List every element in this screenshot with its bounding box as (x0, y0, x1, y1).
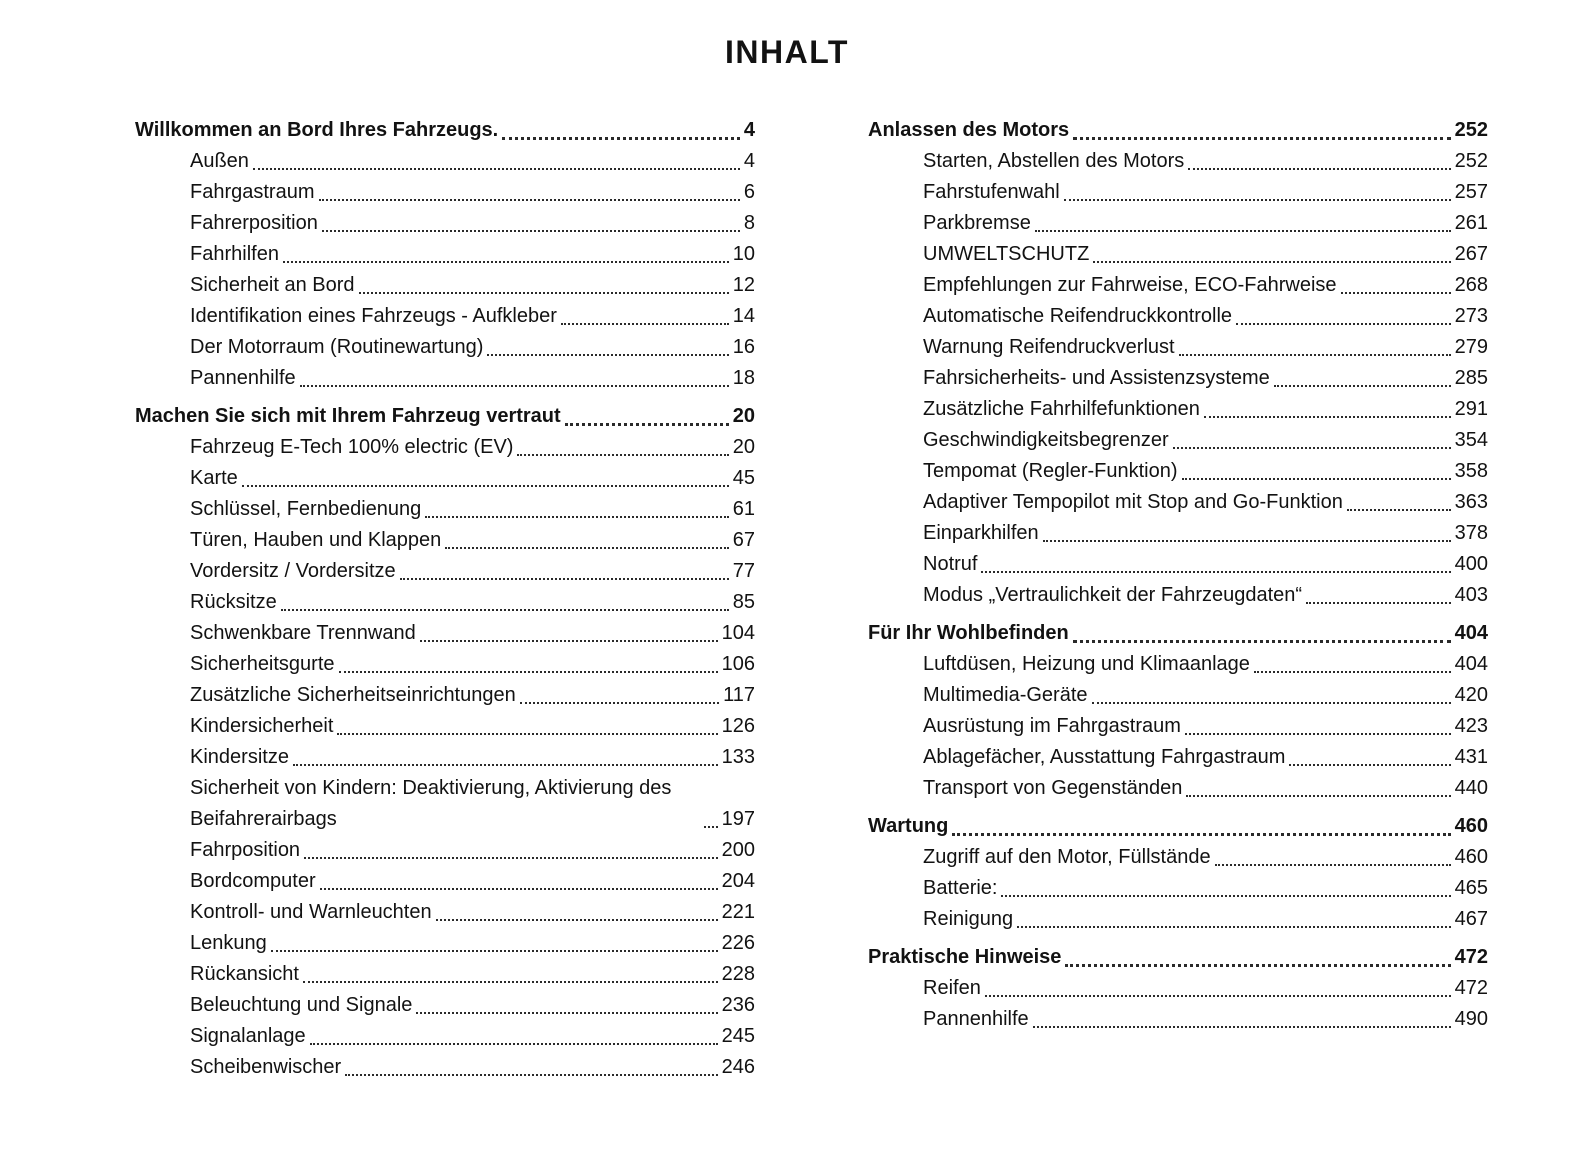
dot-leader (400, 578, 729, 580)
toc-entry[interactable] (868, 580, 1488, 611)
entry-label: Kontroll- und Warnleuchten (190, 901, 432, 923)
entry-page-number: 221 (721, 901, 755, 923)
entry-page-number: 200 (721, 839, 755, 861)
entry-page-number: 420 (1454, 684, 1488, 706)
toc-entry[interactable] (868, 208, 1488, 239)
entry-label: Kindersicherheit (190, 715, 334, 737)
toc-entry[interactable] (135, 773, 755, 835)
toc-entry[interactable] (135, 1021, 755, 1052)
dot-leader (271, 950, 718, 952)
dot-leader (1182, 478, 1451, 480)
entry-page-number: 465 (1454, 877, 1488, 899)
toc-entry[interactable] (135, 239, 755, 270)
toc-entry[interactable] (135, 494, 755, 525)
entry-page-number: 400 (1454, 553, 1488, 575)
section-page-number: 252 (1454, 119, 1488, 141)
toc-entry[interactable] (868, 842, 1488, 873)
section-page-number: 404 (1454, 622, 1488, 644)
entry-label: Signalanlage (190, 1025, 306, 1047)
entry-label: Luftdüsen, Heizung und Klimaanlage (923, 653, 1250, 675)
dot-leader (445, 547, 728, 549)
entry-label: Beleuchtung und Signale (190, 994, 413, 1016)
dot-leader (1186, 795, 1450, 797)
dot-leader (1204, 416, 1451, 418)
entry-page-number: 460 (1454, 846, 1488, 868)
entry-page-number: 4 (743, 150, 755, 172)
toc-entry[interactable] (135, 301, 755, 332)
entry-label: Transport von Gegenständen (923, 777, 1183, 799)
toc-entry[interactable] (135, 680, 755, 711)
dot-leader (425, 516, 728, 518)
entry-label: Fahrgastraum (190, 181, 315, 203)
toc-columns (135, 115, 1488, 1083)
toc-entry[interactable] (868, 239, 1488, 270)
dot-leader (281, 609, 729, 611)
entry-label: Kindersitze (190, 746, 289, 768)
entry-page-number: 8 (743, 212, 755, 234)
toc-entry[interactable] (135, 556, 755, 587)
dot-leader (1173, 447, 1451, 449)
dot-leader (1274, 385, 1451, 387)
toc-section-header[interactable] (868, 811, 1488, 842)
entry-label: Rückansicht (190, 963, 299, 985)
entry-label: Rücksitze (190, 591, 277, 613)
section-title: Wartung (868, 815, 949, 837)
toc-entry[interactable] (135, 525, 755, 556)
toc-entry[interactable] (135, 897, 755, 928)
entry-label: Zusätzliche Fahrhilfefunktionen (923, 398, 1200, 420)
toc-column-right (868, 115, 1488, 1083)
toc-entry[interactable] (868, 177, 1488, 208)
entry-page-number: 252 (1454, 150, 1488, 172)
dot-leader (1254, 671, 1451, 673)
entry-page-number: 16 (732, 336, 755, 358)
entry-page-number: 279 (1454, 336, 1488, 358)
entry-page-number: 12 (732, 274, 755, 296)
entry-label: Adaptiver Tempopilot mit Stop and Go-Funktion (923, 491, 1343, 513)
entry-label: Modus „Vertraulichkeit der Fahrzeugdaten“ (923, 584, 1303, 606)
entry-label: Sicherheit an Bord (190, 274, 355, 296)
entry-page-number: 363 (1454, 491, 1488, 513)
toc-entry[interactable] (135, 866, 755, 897)
dot-leader (1043, 540, 1451, 542)
entry-label: Sicherheitsgurte (190, 653, 335, 675)
dot-leader (565, 423, 729, 426)
section-page-number: 472 (1454, 946, 1488, 968)
dot-leader (520, 702, 719, 704)
dot-leader (420, 640, 718, 642)
entry-page-number: 133 (721, 746, 755, 768)
entry-label: Notruf (923, 553, 978, 575)
entry-page-number: 423 (1454, 715, 1488, 737)
entry-page-number: 467 (1454, 908, 1488, 930)
toc-entry[interactable] (135, 649, 755, 680)
toc-entry[interactable] (868, 711, 1488, 742)
dot-leader (1017, 926, 1451, 928)
entry-page-number: 285 (1454, 367, 1488, 389)
dot-leader (416, 1012, 717, 1014)
entry-page-number: 257 (1454, 181, 1488, 203)
entry-label: Sicherheit von Kindern: Deaktivierung, Aktivierung des Beifahrerairbags (190, 777, 672, 830)
entry-label: Ablagefächer, Ausstattung Fahrgastraum (923, 746, 1286, 768)
dot-leader (502, 137, 740, 140)
toc-entry[interactable] (135, 332, 755, 363)
entry-label: Reinigung (923, 908, 1014, 930)
entry-page-number: 267 (1454, 243, 1488, 265)
dot-leader (253, 168, 740, 170)
toc-section (868, 115, 1488, 611)
toc-entry[interactable] (868, 680, 1488, 711)
entry-label: Lenkung (190, 932, 267, 954)
entry-label: Pannenhilfe (923, 1008, 1029, 1030)
toc-section-header[interactable] (135, 115, 755, 146)
dot-leader (985, 995, 1451, 997)
entry-page-number: 431 (1454, 746, 1488, 768)
toc-entry[interactable] (135, 363, 755, 394)
section-title: Anlassen des Motors (868, 119, 1070, 141)
entry-label: Schlüssel, Fernbedienung (190, 498, 422, 520)
dot-leader (952, 833, 1450, 836)
dot-leader (304, 857, 718, 859)
toc-entry[interactable] (135, 835, 755, 866)
dot-leader (1236, 323, 1451, 325)
toc-entry[interactable] (135, 959, 755, 990)
entry-label: Fahrhilfen (190, 243, 279, 265)
entry-page-number: 261 (1454, 212, 1488, 234)
toc-entry[interactable] (135, 1052, 755, 1083)
toc-section (868, 618, 1488, 804)
toc-entry[interactable] (868, 549, 1488, 580)
toc-entry[interactable] (868, 363, 1488, 394)
entry-page-number: 20 (732, 436, 755, 458)
entry-page-number: 6 (743, 181, 755, 203)
entry-label: Automatische Reifendruckkontrolle (923, 305, 1233, 327)
toc-entry[interactable] (868, 649, 1488, 680)
entry-page-number: 18 (732, 367, 755, 389)
toc-entry[interactable] (868, 904, 1488, 935)
entry-page-number: 358 (1454, 460, 1488, 482)
section-page-number: 4 (743, 119, 755, 141)
entry-label: Parkbremse (923, 212, 1031, 234)
entry-page-number: 204 (721, 870, 755, 892)
dot-leader (339, 671, 718, 673)
toc-entry[interactable] (135, 146, 755, 177)
entry-label: Zugriff auf den Motor, Füllstände (923, 846, 1211, 868)
dot-leader (319, 199, 740, 201)
section-page-number: 460 (1454, 815, 1488, 837)
page-title: INHALT (725, 34, 849, 70)
dot-leader (561, 323, 729, 325)
toc-entry[interactable] (135, 463, 755, 494)
entry-label: Zusätzliche Sicherheitseinrichtungen (190, 684, 516, 706)
dot-leader (345, 1074, 717, 1076)
toc-section-header[interactable] (868, 618, 1488, 649)
entry-page-number: 404 (1454, 653, 1488, 675)
toc-entry[interactable] (868, 146, 1488, 177)
entry-label: Ausrüstung im Fahrgastraum (923, 715, 1181, 737)
entry-label: Fahrposition (190, 839, 301, 861)
toc-column-left (135, 115, 755, 1083)
toc-entry[interactable] (135, 270, 755, 301)
toc-section (135, 115, 755, 394)
dot-leader (1092, 702, 1451, 704)
entry-page-number: 246 (721, 1056, 755, 1078)
entry-page-number: 77 (732, 560, 755, 582)
toc-entry[interactable] (868, 270, 1488, 301)
entry-label: Fahrerposition (190, 212, 318, 234)
dot-leader (517, 454, 728, 456)
toc-entry[interactable] (135, 587, 755, 618)
dot-leader (487, 354, 728, 356)
dot-leader (1073, 137, 1450, 140)
entry-page-number: 228 (721, 963, 755, 985)
toc-entry[interactable] (868, 742, 1488, 773)
entry-label: Tempomat (Regler-Funktion) (923, 460, 1178, 482)
toc-entry[interactable] (868, 1004, 1488, 1035)
toc-section-header[interactable] (868, 942, 1488, 973)
dot-leader (1289, 764, 1450, 766)
toc-entry[interactable] (868, 332, 1488, 363)
toc-entry[interactable] (135, 928, 755, 959)
dot-leader (303, 981, 718, 983)
dot-leader (337, 733, 717, 735)
toc-entry[interactable] (135, 742, 755, 773)
entry-page-number: 104 (721, 622, 755, 644)
entry-label: Reifen (923, 977, 981, 999)
toc-entry[interactable] (868, 301, 1488, 332)
entry-page-number: 126 (721, 715, 755, 737)
dot-leader (1073, 640, 1451, 643)
toc-entry[interactable] (868, 973, 1488, 1004)
section-page-number: 20 (732, 405, 755, 427)
entry-page-number: 490 (1454, 1008, 1488, 1030)
toc-entry[interactable] (868, 873, 1488, 904)
toc-section-header[interactable] (868, 115, 1488, 146)
toc-entry[interactable] (135, 711, 755, 742)
entry-page-number: 268 (1454, 274, 1488, 296)
entry-label: Der Motorraum (Routinewartung) (190, 336, 484, 358)
entry-label: Geschwindigkeitsbegrenzer (923, 429, 1169, 451)
dot-leader (359, 292, 729, 294)
toc-entry[interactable] (868, 425, 1488, 456)
entry-page-number: 85 (732, 591, 755, 613)
dot-leader (1185, 733, 1451, 735)
section-title: Praktische Hinweise (868, 946, 1062, 968)
entry-label: Fahrzeug E-Tech 100% electric (EV) (190, 436, 514, 458)
entry-label: Batterie: (923, 877, 998, 899)
dot-leader (436, 919, 718, 921)
dot-leader (283, 261, 729, 263)
entry-page-number: 106 (721, 653, 755, 675)
entry-page-number: 472 (1454, 977, 1488, 999)
entry-label: Warnung Reifendruckverlust (923, 336, 1175, 358)
entry-page-number: 236 (721, 994, 755, 1016)
toc-entry[interactable] (868, 456, 1488, 487)
dot-leader (1033, 1026, 1451, 1028)
entry-label: Bordcomputer (190, 870, 316, 892)
dot-leader (322, 230, 740, 232)
dot-leader (1064, 199, 1451, 201)
entry-page-number: 378 (1454, 522, 1488, 544)
section-title: Für Ihr Wohlbefinden (868, 622, 1069, 644)
dot-leader (981, 571, 1450, 573)
entry-page-number: 14 (732, 305, 755, 327)
entry-page-number: 291 (1454, 398, 1488, 420)
dot-leader (704, 826, 718, 828)
entry-label: UMWELTSCHUTZ (923, 243, 1090, 265)
entry-label: Außen (190, 150, 249, 172)
entry-label: Fahrsicherheits- und Assistenzsysteme (923, 367, 1270, 389)
toc-entry[interactable] (868, 773, 1488, 804)
toc-section (868, 811, 1488, 935)
toc-entry[interactable] (868, 394, 1488, 425)
entry-label: Türen, Hauben und Klappen (190, 529, 442, 551)
dot-leader (1306, 602, 1451, 604)
entry-label: Scheibenwischer (190, 1056, 342, 1078)
entry-page-number: 61 (732, 498, 755, 520)
toc-entry[interactable] (135, 618, 755, 649)
section-title: Willkommen an Bord Ihres Fahrzeugs. (135, 119, 499, 141)
entry-label: Multimedia-Geräte (923, 684, 1088, 706)
toc-entry[interactable] (868, 518, 1488, 549)
entry-page-number: 403 (1454, 584, 1488, 606)
toc-entry[interactable] (135, 432, 755, 463)
entry-label: Schwenkbare Trennwand (190, 622, 416, 644)
entry-page-number: 273 (1454, 305, 1488, 327)
entry-label: Fahrstufenwahl (923, 181, 1060, 203)
entry-page-number: 226 (721, 932, 755, 954)
dot-leader (300, 385, 729, 387)
entry-page-number: 117 (723, 684, 755, 706)
dot-leader (1065, 964, 1450, 967)
dot-leader (242, 485, 729, 487)
entry-label: Pannenhilfe (190, 367, 296, 389)
toc-entry[interactable] (135, 177, 755, 208)
dot-leader (320, 888, 718, 890)
entry-label: Einparkhilfen (923, 522, 1039, 544)
entry-page-number: 354 (1454, 429, 1488, 451)
dot-leader (1093, 261, 1450, 263)
entry-label: Karte (190, 467, 238, 489)
section-title: Machen Sie sich mit Ihrem Fahrzeug vertraut (135, 405, 561, 427)
toc-entry[interactable] (135, 208, 755, 239)
dot-leader (310, 1043, 718, 1045)
dot-leader (1215, 864, 1451, 866)
entry-page-number: 197 (721, 808, 755, 830)
entry-label: Starten, Abstellen des Motors (923, 150, 1185, 172)
toc-section-header[interactable] (135, 401, 755, 432)
dot-leader (1035, 230, 1451, 232)
toc-entry[interactable] (868, 487, 1488, 518)
dot-leader (1179, 354, 1451, 356)
entry-page-number: 440 (1454, 777, 1488, 799)
dot-leader (1347, 509, 1451, 511)
entry-label: Identifikation eines Fahrzeugs - Aufkleber (190, 305, 557, 327)
toc-section (135, 401, 755, 1083)
dot-leader (1341, 292, 1451, 294)
entry-page-number: 10 (732, 243, 755, 265)
entry-label: Vordersitz / Vordersitze (190, 560, 396, 582)
entry-label: Empfehlungen zur Fahrweise, ECO-Fahrweise (923, 274, 1337, 296)
entry-page-number: 45 (732, 467, 755, 489)
entry-page-number: 245 (721, 1025, 755, 1047)
dot-leader (1001, 895, 1450, 897)
dot-leader (1188, 168, 1450, 170)
toc-entry[interactable] (135, 990, 755, 1021)
toc-section (868, 942, 1488, 1035)
entry-page-number: 67 (732, 529, 755, 551)
dot-leader (293, 764, 718, 766)
